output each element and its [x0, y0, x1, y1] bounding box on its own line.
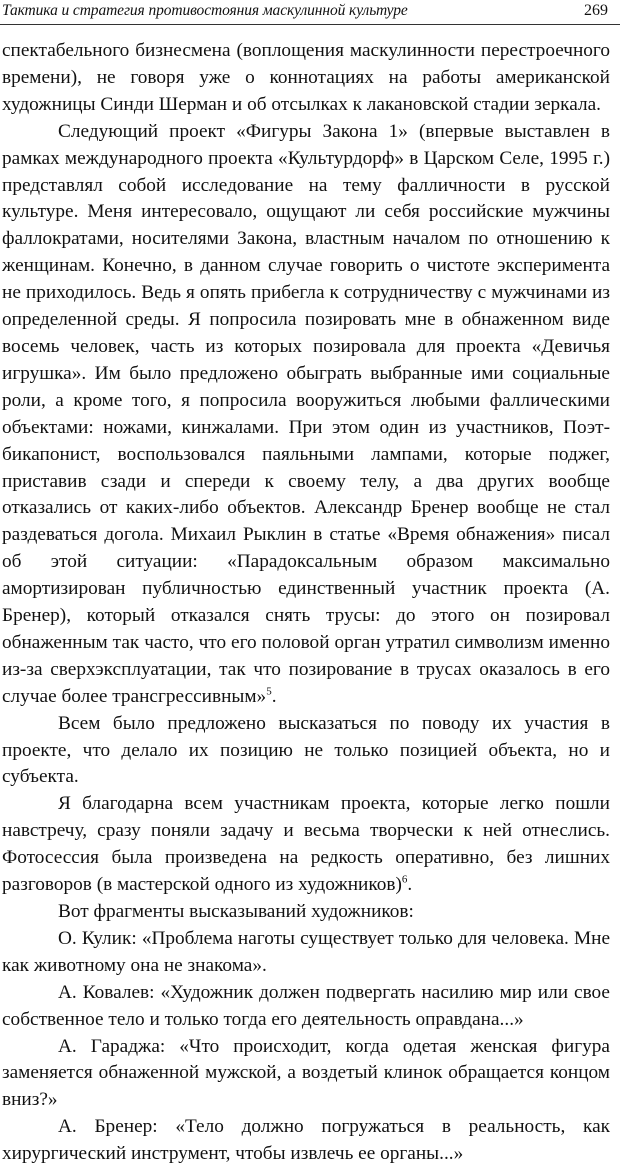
quote-kovalev: А. Ковалев: «Художник должен подвергать насилию мир или свое собственное тело и только тогда его деятельность оправдана...»	[2, 981, 610, 1030]
paragraph-figures-of-law: Следующий проект «Фигуры Закона 1» (впервые выставлен в рамках международного проекта «Культурдорф» в Царском Селе, 1995 г.) представлял собой исследование на тему фалличности в русской культуре. Меня интересовало, ощущают ли себя российские мужчины фаллократами, носителями Закона, властным началом по отношению к женщинам. Конечно, в данном случае говорить о чистоте эксперимента не приходилось. Ведь я опять прибегла к сотрудничеству с мужчинами из определенной среды. Я попросила позировать мне в обнаженном виде восемь человек, часть из которых позировала для проекта «Девичья игрушка». Им было предложено обыграть выбранные ими социальные роли, а кроме того, я попросила вооружиться любыми фаллическими объектами: ножами, кинжалами. При этом один из участников, Поэт-бикапонист, воспользовался паяльными лампами, которые поджег, приставив сзади и спереди к своему телу, а два других вообще отказались от каких-либо объектов. Александр Бренер вообще не стал раздеваться догола. Михаил Рыклин в статье «Время обнажения» писал об этой ситуации: «Парадоксальным образом максимально амортизирован публичностью единственный участник проекта (А. Бренер), который отказался снять трусы: до этого он позировал обнаженным так часто, что его половой орган утратил символизм именно из-за сверхэксплуатации, так что позирование в трусах оказалось в его случае более трансгрессивным»$^5$.	[2, 120, 610, 707]
quote-brener: А. Бренер: «Тело должно погружаться в реальность, как хирургический инструмент, чтобы извлечь ее органы...»	[2, 1116, 610, 1165]
quote-garadzha: А. Гараджа: «Что происходит, когда одетая женская фигура заменяется обнаженной мужской, а воздетый клинок обращается концом вниз?»	[2, 1035, 610, 1111]
page-number: 269	[584, 2, 608, 19]
running-title: Тактика и стратегия противостояния маскулинной культуре	[2, 2, 408, 19]
footnote-ref-6[interactable]: 6	[401, 873, 408, 886]
running-head	[0, 0, 620, 25]
paragraph-gratitude: Я благодарна всем участникам проекта, которые легко пошли навстречу, сразу поняли задачу и весьма творчески к ней отнеслись. Фотосессия была произведена на редкость оперативно, без лишних разговоров (в мастерской одного из художников)$^6$.	[2, 793, 610, 896]
paragraph-participants-statement: Всем было предложено высказаться по поводу их участия в проекте, что делало их позицию не только позицией объекта, но и субъекта.	[2, 712, 610, 788]
paragraph-continuation: спектабельного бизнесмена (воплощения маскулинности перестроечного времени), не говоря уже о коннотациях на работы американской художницы Синди Шерман и об отсылках к лакановской стадии зеркала.	[2, 40, 610, 115]
paragraph-quotes-intro: Вот фрагменты высказываний художников:	[58, 901, 414, 922]
footnote-ref-5[interactable]: 5	[266, 685, 272, 698]
body-text	[2, 38, 610, 1168]
quote-kulik: О. Кулик: «Проблема наготы существует только для человека. Мне как животному она не знакома».	[2, 927, 610, 976]
